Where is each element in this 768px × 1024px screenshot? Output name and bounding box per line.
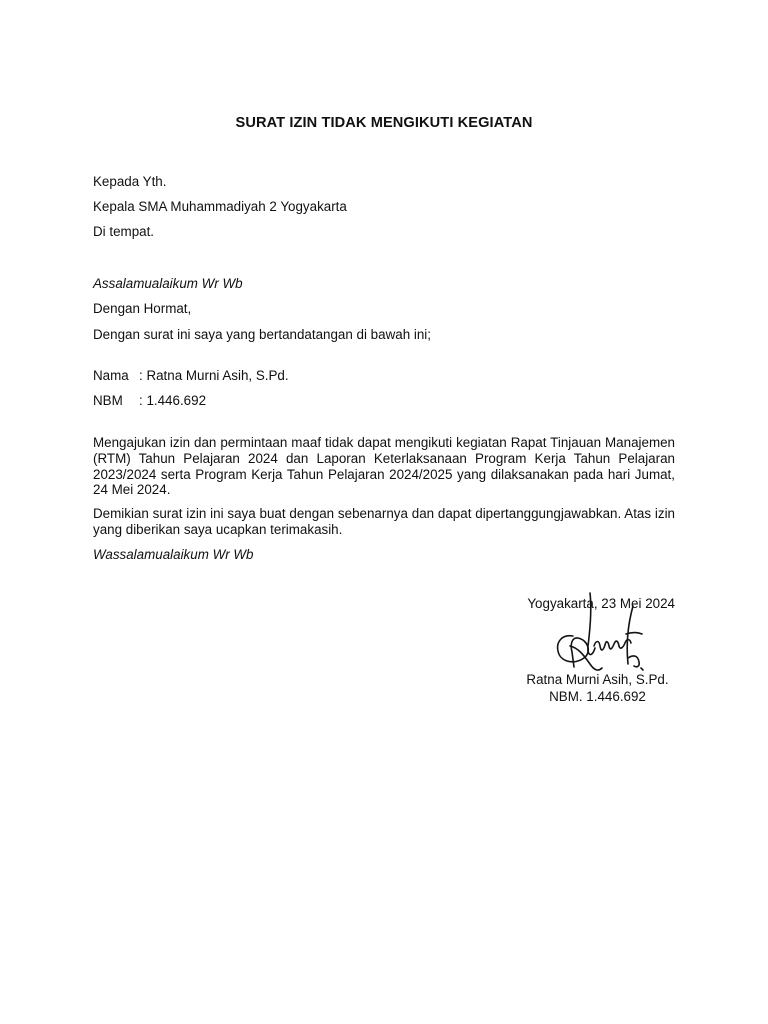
signatory-nbm: NBM. 1.446.692 [549,688,646,704]
name-field-label: Nama [93,368,129,383]
place-date: Yogyakarta, 23 Mei 2024 [527,596,675,611]
signatory-block [520,672,675,705]
closing-paragraph: Demikian surat izin ini saya buat dengan sebenarnya dan dapat dipertanggungjawabkan. Atas izin yang diberikan saya ucapkan terimakasih. [93,506,675,537]
intro-sentence: Dengan surat ini saya yang bertandatangan di bawah ini; [93,327,431,342]
letter-title: SURAT IZIN TIDAK MENGIKUTI KEGIATAN [235,115,533,131]
salutation: Dengan Hormat, [93,301,192,316]
name-field-value: : Ratna Murni Asih, S.Pd. [139,368,289,383]
nbm-field-label: NBM [93,393,123,408]
recipient-line-1: Kepada Yth. [93,174,167,189]
nbm-field-row [93,393,206,408]
recipient-line-2: Kepala SMA Muhammadiyah 2 Yogyakarta [93,199,347,214]
recipient-line-3: Di tempat. [93,224,155,239]
signatory-name: Ratna Murni Asih, S.Pd. [526,672,669,687]
nbm-field-value: : 1.446.692 [139,393,207,408]
name-field-row [93,368,289,383]
opening-greeting: Assalamualaikum Wr Wb [93,276,243,291]
closing-greeting: Wassalamualaikum Wr Wb [93,547,254,562]
body-paragraph: Mengajukan izin dan permintaan maaf tidak dapat mengikuti kegiatan Rapat Tinjauan Manajemen (RTM) Tahun Pelajaran 2024 dan Laporan Keterlaksanaan Program Kerja Tahun Pelajaran 2023/2024 serta Program Kerja Tahun Pelajaran 2024/2025 yang dilaksanakan pada hari Jumat, 24 Mei 2024. [93,435,675,498]
